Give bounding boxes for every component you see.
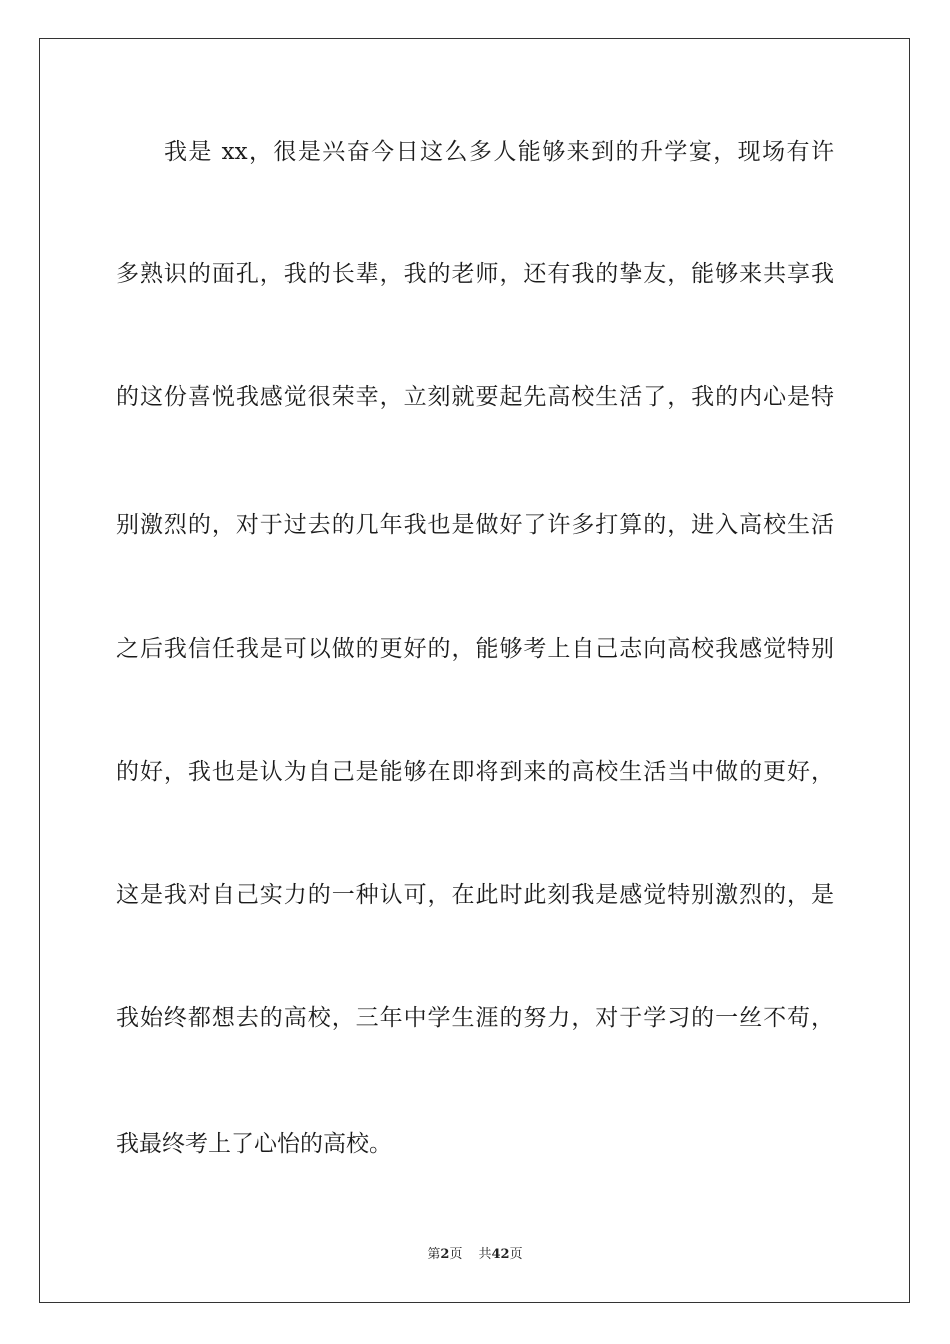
paragraph-line: 别激烈的，对于过去的几年我也是做好了许多打算的，进入高校生活 (116, 512, 834, 538)
page-prefix: 第 (427, 1247, 441, 1262)
paragraph-line: 之后我信任我是可以做的更好的，能够考上自己志向高校我感觉特别 (116, 636, 834, 662)
page-suffix: 页 (449, 1247, 463, 1262)
total-pages: 42 (491, 1247, 510, 1262)
page-number: 2 (440, 1247, 450, 1262)
paragraph-line: 我最终考上了心怡的高校。 (116, 1131, 392, 1157)
paragraph-line: 的好，我也是认为自己是能够在即将到来的高校生活当中做的更好， (116, 759, 834, 785)
paragraph-line: 我始终都想去的高校，三年中学生涯的努力，对于学习的一丝不苟， (116, 1005, 834, 1031)
paragraph-line: 这是我对自己实力的一种认可，在此时此刻我是感觉特别激烈的，是 (116, 882, 834, 908)
paragraph-line: 我是 xx，很是兴奋今日这么多人能够来到的升学宴，现场有许 (164, 139, 834, 165)
paragraph-line: 的这份喜悦我感觉很荣幸，立刻就要起先高校生活了，我的内心是特 (116, 384, 834, 410)
total-suffix: 页 (509, 1247, 523, 1262)
page-footer (0, 1246, 950, 1264)
page-border (39, 38, 910, 1303)
paragraph-line: 多熟识的面孔，我的长辈，我的老师，还有我的挚友，能够来共享我 (116, 261, 834, 287)
total-prefix: 共 (478, 1247, 492, 1262)
